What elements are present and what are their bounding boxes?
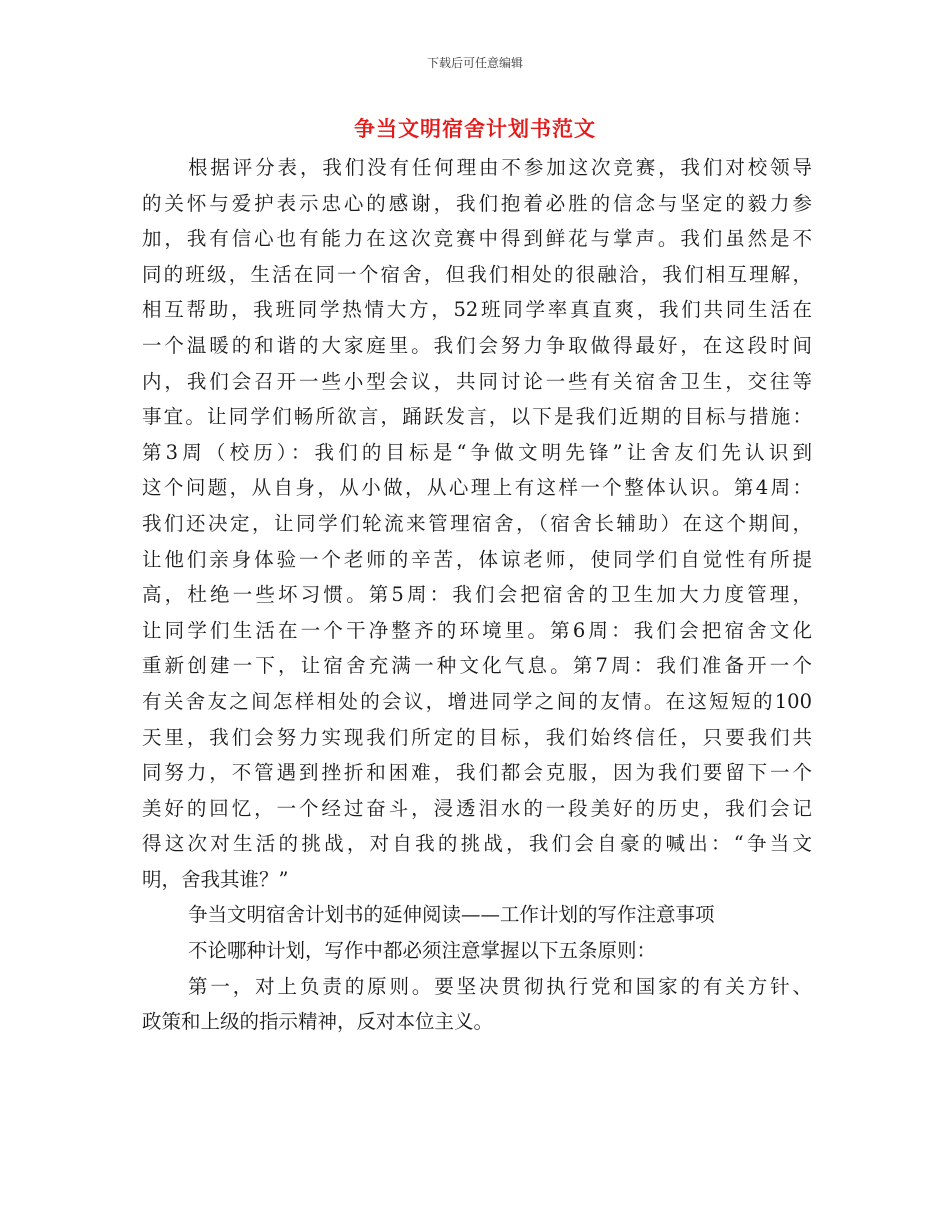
- text-line: 加，我有信心也有能力在这次竞赛中得到鲜花与掌声。我们虽然是不: [142, 227, 812, 251]
- text-line: 不论哪种计划，写作中都必须注意掌握以下五条原则：: [188, 939, 657, 963]
- text-line: 美好的回忆，一个经过奋斗，浸透泪水的一段美好的历史，我们会记: [142, 796, 812, 820]
- text-line: 争当文明宿舍计划书的延伸阅读——工作计划的写作注意事项: [188, 903, 715, 927]
- text-line: 一个温暖的和谐的大家庭里。我们会努力争取做得最好，在这段时间: [142, 333, 812, 357]
- document-title: 争当文明宿舍计划书范文: [354, 117, 596, 141]
- text-line: 政策和上级的指示精神，反对本位主义。: [142, 1010, 494, 1034]
- text-line: 得这次对生活的挑战，对自我的挑战，我们会自豪的喊出：“争当文: [142, 832, 812, 856]
- text-line: 让同学们生活在一个干净整齐的环境里。第6周：我们会把宿舍文化: [142, 618, 812, 642]
- text-line: 事宜。让同学们畅所欲言，踊跃发言，以下是我们近期的目标与措施：: [142, 405, 812, 429]
- text-line: 重新创建一下，让宿舍充满一种文化气息。第7周：我们准备开一个: [142, 654, 812, 678]
- text-line: 这个问题，从自身，从小做，从心理上有这样一个整体认识。第4周：: [142, 476, 812, 500]
- text-line: 明，舍我其谁？”: [142, 867, 289, 891]
- text-line: 同的班级，生活在同一个宿舍，但我们相处的很融洽，我们相互理解，: [142, 262, 812, 286]
- text-line: 同努力，不管遇到挫折和困难，我们都会克服，因为我们要留下一个: [142, 761, 812, 785]
- paragraph: [142, 933, 812, 969]
- paragraph: [142, 897, 812, 933]
- text-line: 内，我们会召开一些小型会议，共同讨论一些有关宿舍卫生，交往等: [142, 369, 812, 393]
- text-line: 高，杜绝一些坏习惯。第5周：我们会把宿舍的卫生加大力度管理，: [142, 583, 812, 607]
- text-line: 天里，我们会努力实现我们所定的目标，我们始终信任，只要我们共: [142, 725, 812, 749]
- text-line: 让他们亲身体验一个老师的辛苦，体谅老师，使同学们自觉性有所提: [142, 547, 812, 571]
- page-header: 下载后可任意编辑: [426, 56, 523, 70]
- text-line: 第一，对上负责的原则。要坚决贯彻执行党和国家的有关方针、: [188, 974, 812, 998]
- document-body: [142, 150, 812, 1040]
- text-line: 相互帮助，我班同学热情大方，52班同学率真直爽，我们共同生活在: [142, 298, 812, 322]
- text-line: 第3周（校历）：我们的目标是“争做文明先锋”让舍友们先认识到: [142, 440, 812, 464]
- paragraph: [142, 150, 812, 897]
- text-line: 根据评分表，我们没有任何理由不参加这次竞赛，我们对校领导: [188, 156, 812, 179]
- text-line: 的关怀与爱护表示忠心的感谢，我们抱着必胜的信念与坚定的毅力参: [142, 191, 812, 215]
- paragraph: [142, 969, 812, 1040]
- text-line: 有关舍友之间怎样相处的会议，增进同学之间的友情。在这短短的100: [142, 689, 812, 713]
- text-line: 我们还决定，让同学们轮流来管理宿舍，（宿舍长辅助）在这个期间，: [142, 511, 812, 535]
